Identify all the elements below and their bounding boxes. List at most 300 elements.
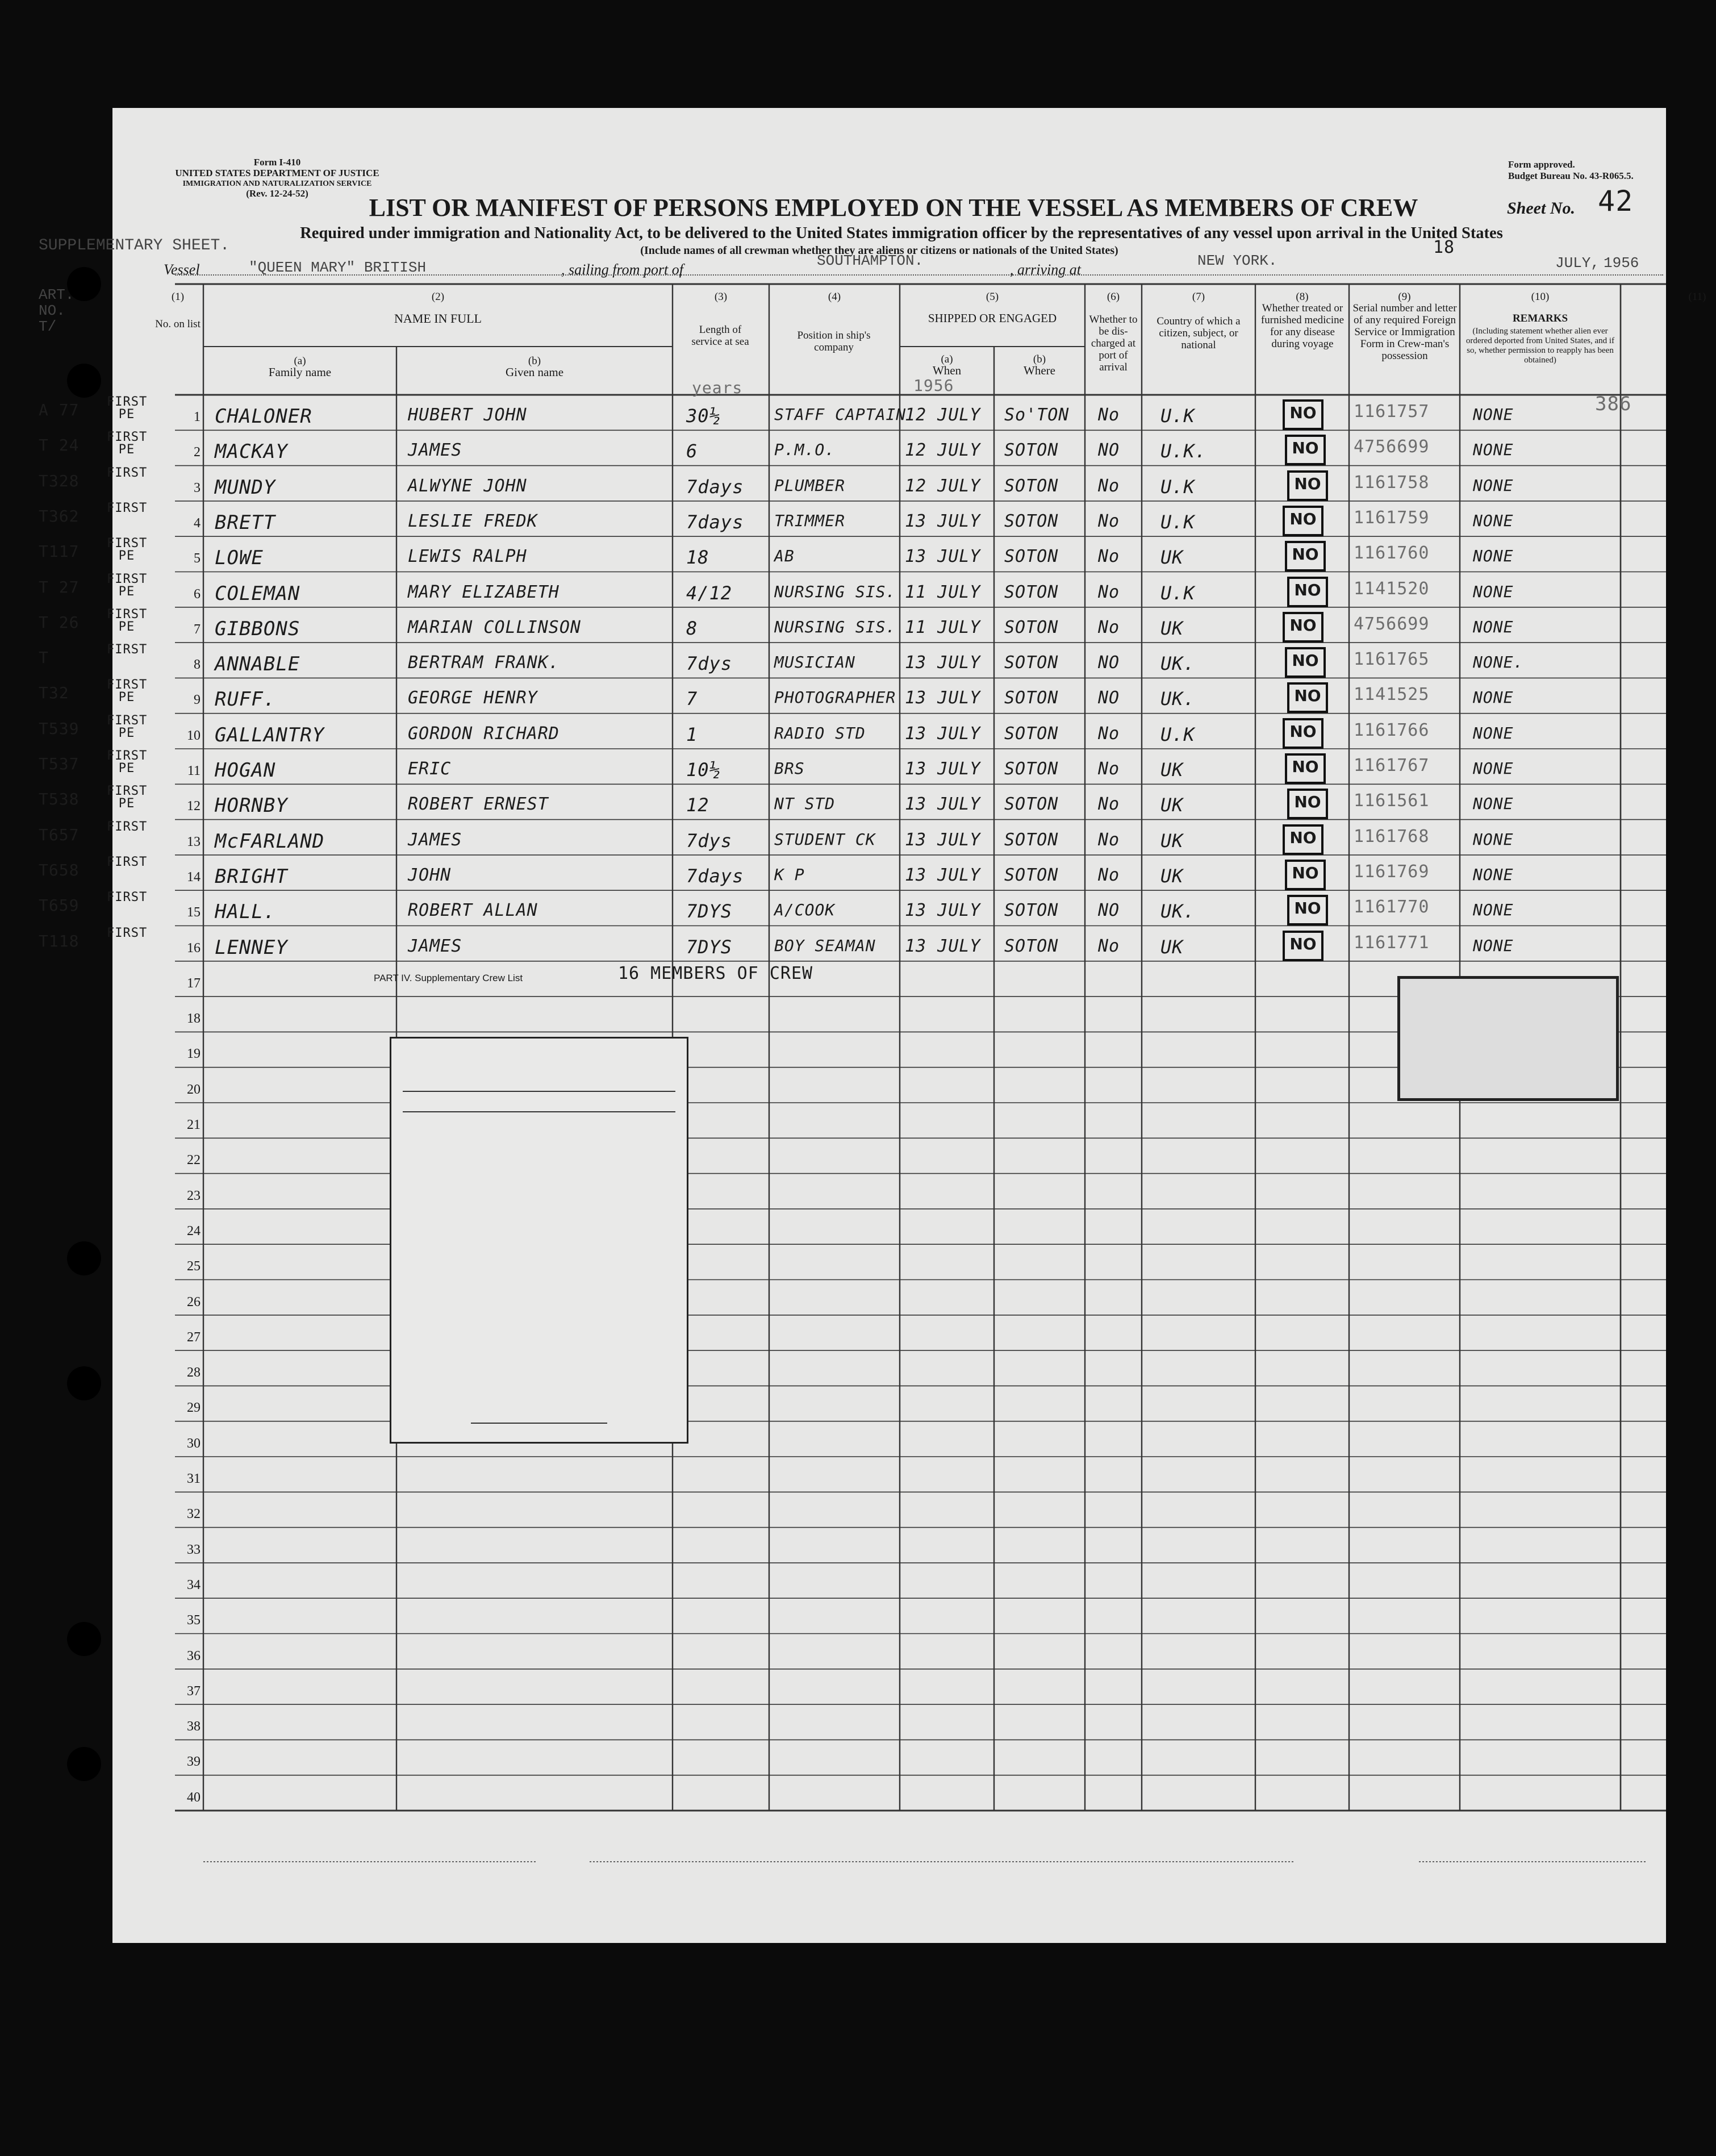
country-cell: U.K: [1160, 582, 1195, 604]
art-number: T657: [39, 825, 80, 844]
family-name-cell: HOGAN: [215, 759, 276, 782]
row-number: 37: [187, 1683, 201, 1699]
art-number: T32: [39, 683, 69, 703]
art-number: T658: [39, 860, 80, 879]
country-cell: UK.: [1160, 900, 1195, 923]
arriving-label: , arriving at: [1010, 261, 1081, 278]
part-iv-label: PART IV. Supplementary Crew List: [374, 972, 523, 983]
col11-num: (11): [1688, 291, 1706, 303]
remarks-cell: NONE: [1473, 688, 1514, 707]
no-stamp: NO: [1283, 506, 1323, 536]
form-dept: UNITED STATES DEPARTMENT OF JUSTICE: [175, 168, 379, 178]
manifest-sheet: [39, 108, 1706, 1943]
art-number: T118: [39, 931, 80, 950]
when-cell: 13 JULY: [905, 936, 981, 956]
vessel-label: Vessel: [164, 261, 200, 278]
row-number: 2: [194, 445, 201, 460]
when-cell: 12 JULY: [905, 405, 981, 425]
remarks-cell: NONE: [1473, 723, 1514, 743]
discharge-cell: No: [1098, 759, 1120, 779]
country-cell: UK: [1160, 865, 1184, 887]
table-row: [112, 466, 1666, 501]
given-name-cell: ROBERT ALLAN: [408, 900, 538, 921]
country-cell: U.K: [1160, 511, 1195, 533]
remarks-cell: NONE: [1473, 936, 1514, 955]
row-number: 40: [187, 1790, 201, 1805]
where-cell: SOTON: [1004, 829, 1059, 850]
no-stamp: NO: [1283, 399, 1323, 430]
table-row: [112, 536, 1666, 572]
remarks-cell: NONE: [1473, 440, 1514, 460]
given-name-cell: GEORGE HENRY: [408, 688, 538, 708]
no-stamp: NO: [1285, 647, 1326, 678]
row-number: 36: [187, 1648, 201, 1663]
where-cell: SOTON: [1004, 900, 1059, 921]
when-cell: 13 JULY: [905, 794, 981, 815]
sailing-label: , sailing from port of: [561, 261, 684, 278]
no-stamp: NO: [1287, 577, 1328, 607]
length-cell: 18: [686, 547, 709, 569]
country-cell: U.K.: [1160, 440, 1207, 462]
arriving-port: NEW YORK.: [1197, 252, 1277, 269]
row-number: 27: [187, 1329, 201, 1345]
length-cell: 12: [686, 794, 709, 816]
when-cell: 13 JULY: [905, 865, 981, 885]
class-label: FIRST PE: [107, 713, 148, 740]
position-cell: PHOTOGRAPHER: [774, 688, 896, 707]
position-cell: RADIO STD: [774, 723, 866, 743]
col10-num: (10): [1531, 291, 1550, 303]
given-name-cell: ROBERT ERNEST: [408, 794, 549, 815]
remarks-cell: NONE: [1473, 476, 1514, 495]
class-label: FIRST: [107, 643, 148, 657]
punch-hole: [67, 1366, 101, 1400]
row-number: 22: [187, 1153, 201, 1168]
visa-rule: [403, 1111, 675, 1112]
row-number: 7: [194, 622, 201, 637]
position-cell: K P: [774, 865, 805, 884]
table-row: [112, 749, 1666, 784]
serial-cell: 1161759: [1354, 507, 1430, 528]
col-remarks-sub: (Including statement whether alien ever ordered deported from United States, and if so, whether permission to reapply has been obtained): [1466, 327, 1615, 365]
row-number: 24: [187, 1223, 201, 1238]
col-shipped-or-engaged: SHIPPED OR ENGAGED: [928, 311, 1057, 325]
no-stamp: NO: [1287, 789, 1328, 819]
no-stamp: NO: [1285, 435, 1326, 465]
table-row: [112, 820, 1666, 855]
family-name-cell: HALL.: [215, 900, 276, 924]
remarks-cell: NONE: [1473, 759, 1514, 778]
position-cell: NURSING SIS.: [774, 617, 896, 636]
when-cell: 13 JULY: [905, 759, 981, 779]
no-stamp: NO: [1283, 824, 1323, 855]
col5-a: (a): [941, 353, 953, 365]
class-label: FIRST: [107, 925, 148, 940]
serial-cell: 1161767: [1354, 756, 1430, 775]
include-notice: (Include names of all crewman whether they are aliens or citizens or nationals of the United States): [640, 244, 1118, 257]
arrival-month: JULY,: [1555, 255, 1600, 272]
col-country: Country of which a citizen, subject, or national: [1156, 315, 1241, 351]
length-cell: 7days: [686, 865, 744, 887]
sheet-label: Sheet No.: [1507, 199, 1575, 218]
form-service: IMMIGRATION AND NATURALIZATION SERVICE: [182, 180, 372, 188]
length-cell: 7DYS: [686, 936, 733, 958]
class-label: FIRST PE: [107, 572, 148, 599]
no-stamp: NO: [1285, 753, 1326, 784]
no-stamp: NO: [1287, 682, 1328, 713]
discharge-cell: No: [1098, 829, 1120, 850]
col7-num: (7): [1192, 291, 1205, 303]
position-cell: BRS: [774, 759, 805, 778]
col-when: When: [932, 364, 962, 377]
given-name-cell: JAMES: [408, 829, 462, 850]
row-number: 19: [187, 1046, 201, 1062]
serial-cell: 1161758: [1354, 472, 1430, 493]
where-cell: SOTON: [1004, 653, 1059, 673]
col-family-name: Family name: [268, 365, 332, 379]
where-cell: SOTON: [1004, 440, 1059, 461]
country-cell: UK.: [1160, 653, 1195, 675]
serial-cell: 4756699: [1354, 614, 1430, 634]
where-cell: SOTON: [1004, 476, 1059, 496]
consul-rule: [471, 1423, 607, 1424]
country-cell: UK: [1160, 617, 1184, 639]
family-name-cell: McFARLAND: [215, 829, 325, 853]
given-name-cell: MARIAN COLLINSON: [408, 617, 581, 637]
remarks-cell: NONE: [1473, 794, 1514, 814]
given-name-cell: BERTRAM FRANK.: [408, 653, 560, 673]
art-number: T362: [39, 506, 80, 526]
family-name-cell: RUFF.: [215, 688, 276, 711]
serial-cell: 1141520: [1354, 578, 1430, 599]
row-number: 14: [187, 869, 201, 885]
col-discharged: Whether to be dis-charged at port of arrival: [1089, 314, 1138, 373]
row-number: 38: [187, 1719, 201, 1734]
serial-cell: 1161561: [1354, 791, 1430, 811]
col-length-of-service: Length of service at sea: [691, 324, 749, 348]
family-name-cell: ANNABLE: [215, 653, 300, 676]
class-label: FIRST: [107, 854, 148, 869]
visa-rule: [403, 1091, 675, 1092]
class-label: FIRST PE: [107, 784, 148, 811]
punch-hole: [67, 1747, 101, 1781]
family-name-cell: LENNEY: [215, 936, 288, 959]
row-number: 21: [187, 1117, 201, 1132]
action-cell: 386: [1595, 393, 1632, 415]
col-name-in-full: NAME IN FULL: [394, 311, 482, 326]
country-cell: UK: [1160, 829, 1184, 852]
remarks-cell: NONE: [1473, 900, 1514, 920]
family-name-cell: CHALONER: [215, 405, 312, 428]
serial-cell: 1161771: [1354, 932, 1430, 953]
no-stamp: NO: [1285, 860, 1326, 890]
country-cell: UK.: [1160, 688, 1195, 710]
when-cell: 13 JULY: [905, 688, 981, 708]
supplementary-sheet: SUPPLEMENTARY SHEET.: [39, 237, 230, 255]
class-label: FIRST: [107, 890, 148, 905]
position-cell: NURSING SIS.: [774, 582, 896, 601]
budget-bureau: Budget Bureau No. 43-R065.5.: [1508, 170, 1634, 181]
art-number: T538: [39, 790, 80, 809]
col-treated: Whether treated or furnished medicine for any disease during voyage: [1260, 302, 1345, 350]
table-row: [112, 430, 1666, 465]
remarks-cell: NONE: [1473, 582, 1514, 601]
length-cell: 1: [686, 723, 698, 745]
row-number: 10: [187, 728, 201, 743]
art-number: T328: [39, 471, 80, 490]
table-row: [112, 784, 1666, 819]
col3-num: (3): [714, 291, 728, 303]
length-cell: 6: [686, 440, 698, 462]
remarks-cell: NONE: [1473, 865, 1514, 884]
art-number: T: [39, 648, 49, 668]
position-cell: MUSICIAN: [774, 653, 855, 672]
remarks-cell: NONE: [1473, 547, 1514, 566]
position-cell: A/COOK: [774, 900, 836, 920]
col-a: (a): [294, 355, 306, 367]
row-number: 15: [187, 905, 201, 920]
family-name-cell: GALLANTRY: [215, 723, 325, 747]
table-row: [112, 643, 1666, 678]
row-number: 12: [187, 799, 201, 814]
page-title: LIST OR MANIFEST OF PERSONS EMPLOYED ON THE VESSEL AS MEMBERS OF CREW: [369, 194, 1418, 222]
row-number: 9: [194, 693, 201, 708]
when-cell: 12 JULY: [905, 476, 981, 496]
when-cell: 11 JULY: [905, 617, 981, 637]
where-cell: SOTON: [1004, 582, 1059, 602]
col8-num: (8): [1296, 291, 1309, 303]
where-cell: SOTON: [1004, 759, 1059, 779]
position-cell: NT STD: [774, 794, 836, 814]
row-number: 3: [194, 480, 201, 495]
position-cell: BOY SEAMAN: [774, 936, 876, 955]
row-number: 35: [187, 1613, 201, 1628]
remarks-cell: NONE: [1473, 829, 1514, 849]
given-name-cell: ERIC: [408, 759, 452, 779]
length-cell: 7: [686, 688, 698, 710]
row-number: 11: [187, 764, 201, 778]
country-cell: U.K: [1160, 476, 1195, 498]
vessel-name: "QUEEN MARY" BRITISH: [249, 259, 427, 276]
serial-cell: 1161760: [1354, 543, 1430, 564]
arrival-day: 18: [1433, 237, 1455, 257]
row-number: 31: [187, 1471, 201, 1486]
where-cell: SOTON: [1004, 617, 1059, 637]
when-cell: 13 JULY: [905, 653, 981, 673]
row-number: 20: [187, 1082, 201, 1097]
art-number: T 27: [39, 577, 80, 597]
table-row: [112, 926, 1666, 961]
col5-num: (5): [986, 291, 999, 303]
discharge-cell: No: [1098, 547, 1120, 567]
given-name-cell: HUBERT JOHN: [408, 405, 527, 425]
no-stamp: NO: [1283, 612, 1323, 643]
row-number: 8: [194, 657, 201, 673]
col1-num: (1): [171, 291, 185, 303]
row-number: 34: [187, 1577, 201, 1592]
country-cell: U.K: [1160, 723, 1195, 745]
length-cell: 30½: [686, 405, 721, 427]
row-number: 16: [187, 940, 201, 956]
art-number: A 77: [39, 401, 80, 419]
art-number: T539: [39, 719, 80, 738]
col-b: (b): [528, 355, 541, 367]
mercantile-marine-stamp: [1397, 976, 1619, 1101]
class-label: FIRST: [107, 501, 148, 515]
class-label: FIRST PE: [107, 395, 148, 422]
col-no-on-list: No. on list: [155, 318, 201, 330]
discharge-cell: No: [1098, 405, 1120, 425]
where-cell: SOTON: [1004, 936, 1059, 956]
given-name-cell: JAMES: [408, 440, 462, 461]
row-number: 13: [187, 834, 201, 849]
row-number: 23: [187, 1188, 201, 1203]
given-name-cell: JOHN: [408, 865, 452, 885]
where-cell: So'TON: [1004, 405, 1070, 425]
sailing-port: SOUTHAMPTON.: [817, 252, 924, 269]
art-number: T117: [39, 542, 80, 561]
when-cell: 13 JULY: [905, 723, 981, 744]
col-remarks: REMARKS: [1512, 312, 1568, 324]
given-name-cell: LESLIE FREDK: [408, 511, 538, 531]
country-cell: UK: [1160, 936, 1184, 958]
remarks-cell: NONE: [1473, 511, 1514, 530]
given-name-cell: MARY ELIZABETH: [408, 582, 560, 602]
given-name-cell: ALWYNE JOHN: [408, 476, 527, 496]
family-name-cell: MUNDY: [215, 476, 276, 499]
sheet-number: 42: [1598, 185, 1634, 218]
serial-cell: 1141525: [1354, 685, 1430, 705]
row-number: 1: [194, 410, 201, 424]
class-label: FIRST: [107, 819, 148, 834]
discharge-cell: No: [1098, 865, 1120, 885]
discharge-cell: NO: [1098, 440, 1120, 461]
row-number: 28: [187, 1365, 201, 1381]
length-cell: 7days: [686, 476, 744, 498]
serial-cell: 1161769: [1354, 861, 1430, 882]
when-cell: 11 JULY: [905, 582, 981, 602]
col2-num: (2): [431, 291, 445, 303]
country-cell: UK: [1160, 547, 1184, 569]
col-where: Where: [1024, 364, 1055, 377]
row-number: 30: [187, 1436, 201, 1451]
arrival-year: 1956: [1604, 255, 1639, 272]
table-row: [112, 890, 1666, 925]
table-row: [112, 501, 1666, 536]
serial-cell: 1161766: [1354, 720, 1430, 740]
row-number: 17: [187, 975, 201, 991]
when-cell: 12 JULY: [905, 440, 981, 461]
art-number: T537: [39, 754, 80, 773]
row-number: 6: [194, 586, 201, 602]
where-cell: SOTON: [1004, 723, 1059, 744]
family-name-cell: LOWE: [215, 547, 264, 570]
serial-cell: 1161768: [1354, 826, 1430, 846]
position-cell: AB: [774, 547, 795, 566]
when-cell: 13 JULY: [905, 829, 981, 850]
where-cell: SOTON: [1004, 688, 1059, 708]
class-label: FIRST PE: [107, 430, 148, 457]
art-number: T 26: [39, 612, 80, 632]
punch-hole: [67, 364, 101, 398]
serial-cell: 1161765: [1354, 649, 1430, 670]
form-rev: (Rev. 12-24-52): [246, 188, 308, 199]
discharge-cell: No: [1098, 511, 1120, 531]
col-given-name: Given name: [505, 365, 564, 379]
row-number: 4: [194, 515, 201, 531]
row-number: 26: [187, 1294, 201, 1310]
row-number: 18: [187, 1011, 201, 1027]
country-cell: UK: [1160, 794, 1184, 816]
punch-hole: [67, 1241, 101, 1275]
when-year: 1956: [913, 376, 954, 395]
table-row: [112, 855, 1666, 890]
no-stamp: NO: [1287, 895, 1328, 925]
required-notice: Required under immigration and Nationality Act, to be delivered to the United States immigration officer by the representatives of any vessel upon arrival in the United States: [300, 224, 1503, 242]
row-number: 5: [194, 551, 201, 566]
punch-hole: [67, 1622, 101, 1656]
class-label: FIRST PE: [107, 678, 148, 705]
row-number: 25: [187, 1259, 201, 1274]
no-stamp: NO: [1285, 541, 1326, 572]
col-position: Position in ship's company: [797, 330, 871, 353]
remarks-cell: NONE: [1473, 405, 1514, 424]
discharge-cell: No: [1098, 617, 1120, 637]
serial-cell: 1161770: [1354, 897, 1430, 918]
where-cell: SOTON: [1004, 794, 1059, 815]
given-name-cell: LEWIS RALPH: [408, 547, 527, 567]
col5-b: (b): [1033, 353, 1046, 365]
col6-num: (6): [1107, 291, 1120, 303]
row-number: 32: [187, 1507, 201, 1522]
no-stamp: NO: [1287, 470, 1328, 501]
family-name-cell: MACKAY: [215, 440, 288, 464]
discharge-cell: NO: [1098, 653, 1120, 673]
length-cell: 8: [686, 617, 698, 639]
discharge-cell: No: [1098, 936, 1120, 956]
length-cell: 4/12: [686, 582, 733, 604]
when-cell: 13 JULY: [905, 900, 981, 921]
position-cell: STUDENT CK: [774, 829, 876, 849]
position-cell: P.M.O.: [774, 440, 836, 460]
length-cell: 10½: [686, 759, 721, 781]
no-stamp: NO: [1283, 718, 1323, 749]
class-label: FIRST PE: [107, 749, 148, 775]
family-name-cell: COLEMAN: [215, 582, 300, 605]
serial-cell: 1161757: [1354, 402, 1430, 422]
given-name-cell: GORDON RICHARD: [408, 723, 560, 744]
position-cell: TRIMMER: [774, 511, 846, 530]
length-cell: 7days: [686, 511, 744, 533]
position-cell: PLUMBER: [774, 476, 846, 495]
length-cell: 7dys: [686, 829, 733, 852]
where-cell: SOTON: [1004, 547, 1059, 567]
row-number: 33: [187, 1542, 201, 1557]
remarks-cell: NONE.: [1473, 653, 1524, 672]
discharge-cell: No: [1098, 476, 1120, 496]
discharge-cell: NO: [1098, 688, 1120, 708]
class-label: FIRST: [107, 465, 148, 480]
discharge-cell: No: [1098, 582, 1120, 602]
when-cell: 13 JULY: [905, 511, 981, 531]
length-cell: 7dys: [686, 653, 733, 675]
family-name-cell: BRETT: [215, 511, 276, 534]
remarks-cell: NONE: [1473, 617, 1514, 636]
form-number: Form I-410: [253, 157, 301, 168]
years-label: years: [692, 378, 743, 397]
class-label: FIRST PE: [107, 536, 148, 564]
given-name-cell: JAMES: [408, 936, 462, 956]
